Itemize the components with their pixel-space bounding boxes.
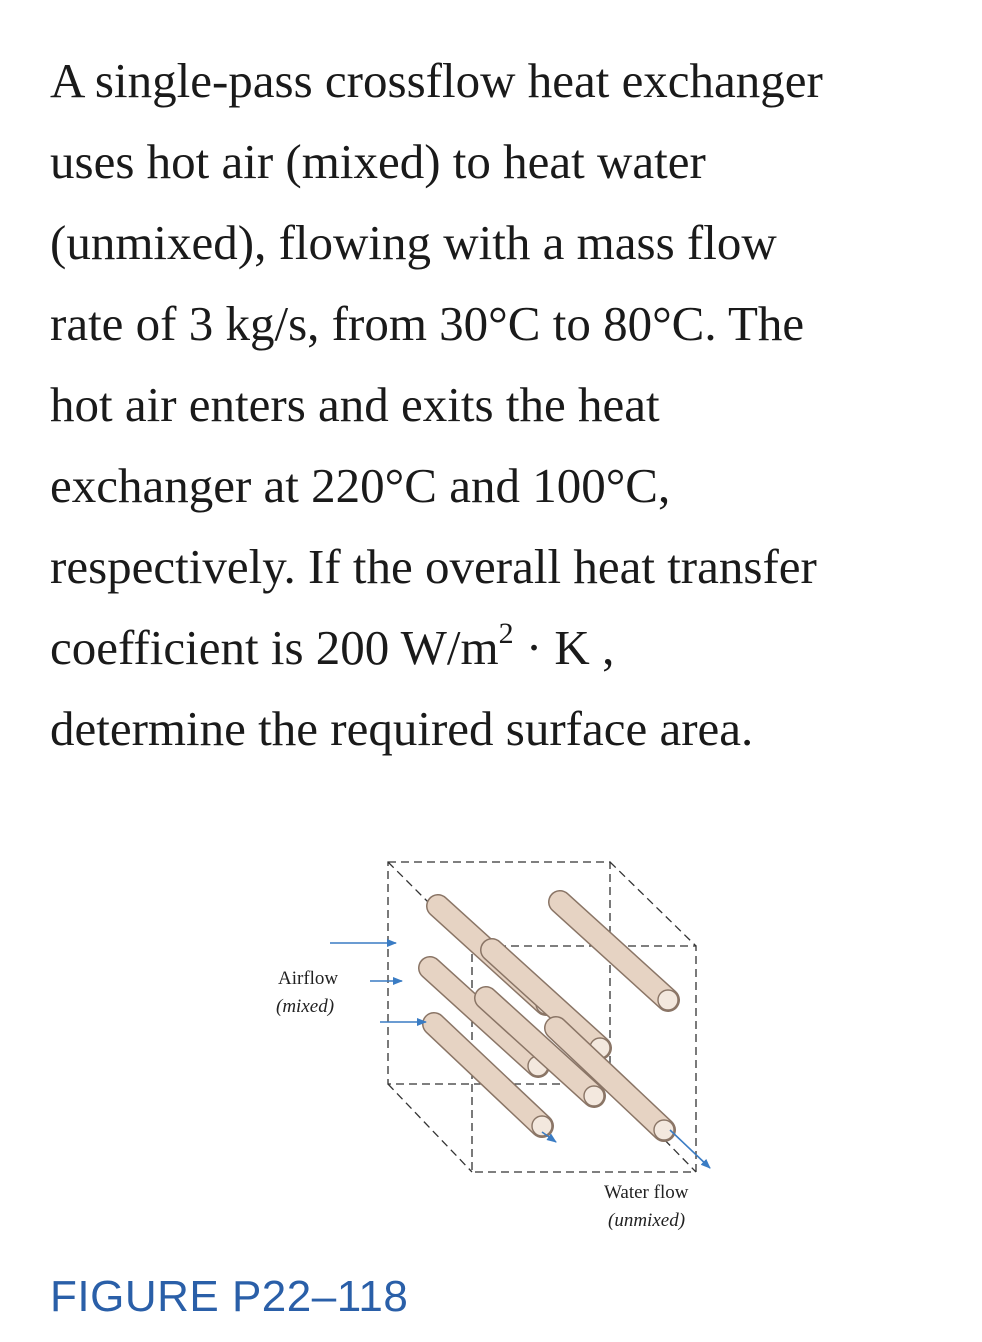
water-flow-arrows [542, 1130, 710, 1168]
problem-line: respectively. If the overall heat transfer [50, 539, 817, 594]
water-flow-label: Water flow [604, 1182, 689, 1203]
coefficient-text: coefficient is 200 W/m [50, 620, 499, 675]
superscript-exponent: 2 [498, 616, 514, 650]
problem-line: (unmixed), flowing with a mass flow [50, 215, 777, 270]
problem-line: uses hot air (mixed) to heat water [50, 134, 706, 189]
heat-exchanger-figure [260, 850, 730, 1250]
tube-group [430, 902, 678, 1140]
water-tube [560, 902, 678, 1010]
water-flow-unmixed-label: (unmixed) [608, 1210, 686, 1231]
heat-exchanger-diagram [260, 850, 730, 1250]
airflow-mixed-label: (mixed) [276, 996, 335, 1017]
problem-line: A single-pass crossflow heat exchanger [50, 53, 823, 108]
problem-line: exchanger at 220°C and 100°C, [50, 458, 671, 513]
problem-statement [50, 40, 950, 769]
coefficient-unit-text: · K , [513, 620, 615, 675]
water-flow-arrow [670, 1130, 710, 1168]
figure-caption: FIGURE P22–118 [50, 1272, 409, 1321]
airflow-label: Airflow [278, 968, 339, 989]
problem-line: hot air enters and exits the heat [50, 377, 660, 432]
problem-line [50, 607, 950, 688]
problem-line: rate of 3 kg/s, from 30°C to 80°C. The [50, 296, 805, 351]
problem-line: determine the required surface area. [50, 701, 754, 756]
airflow-arrows [330, 943, 426, 1022]
